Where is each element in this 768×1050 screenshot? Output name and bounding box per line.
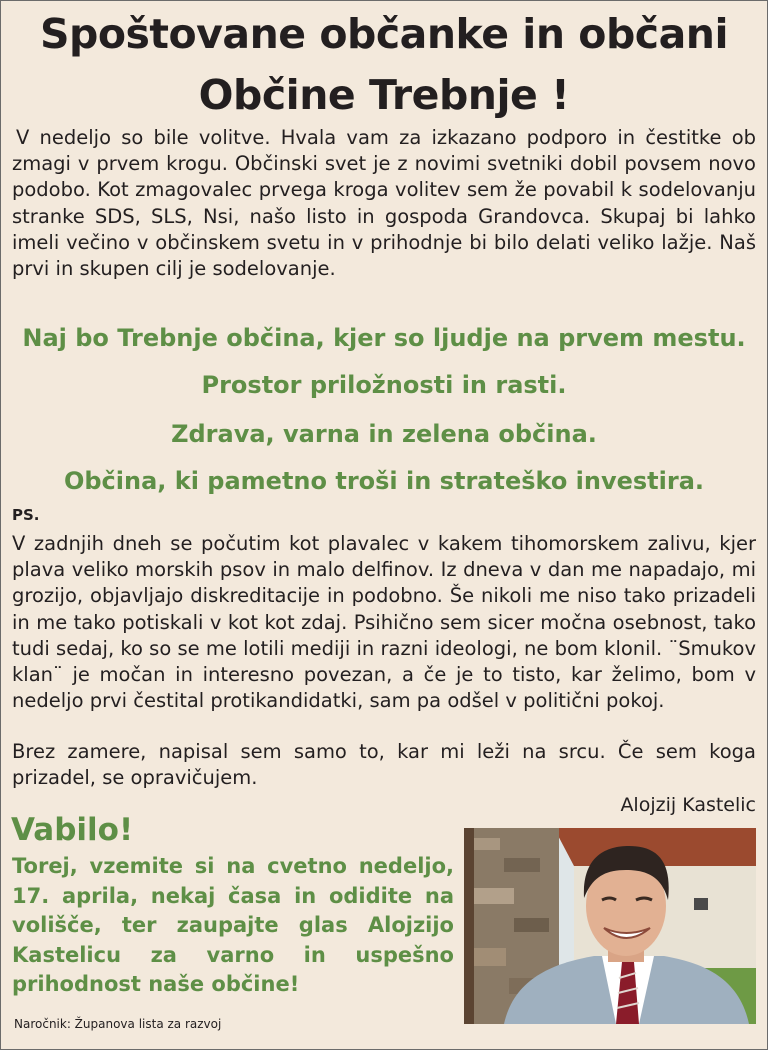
- ps-label: PS.: [12, 506, 40, 524]
- sponsor-note: Naročnik: Županova lista za razvoj: [14, 1017, 222, 1031]
- candidate-portrait-illustration: [464, 828, 756, 1024]
- slogan-2: Prostor priložnosti in rasti.: [201, 371, 567, 399]
- slogan-3: Zdrava, varna in zelena občina.: [171, 420, 597, 448]
- signature: Alojzij Kastelic: [620, 794, 756, 816]
- ps-paragraph-2: Brez zamere, napisal sem samo to, kar mi leži na srcu. Če sem koga prizadel, se opravičujem.: [12, 740, 756, 790]
- invitation-text: Torej, vzemite si na cvetno nedeljo, 17. aprila, nekaj časa in odidite na volišče, ter zaupajte glas Alojzijo Kastelicu za varno in uspešno prihodnost naše občine!: [12, 854, 454, 996]
- slogan-1: Naj bo Trebnje občina, kjer so ljudje na prvem mestu.: [22, 324, 746, 352]
- ps-paragraph-1: V zadnjih dneh se počutim kot plavalec v kakem tihomorskem zalivu, kjer plava veliko morskih psov in malo delfinov. Iz dneva v dan me napadajo, mi grozijo, objavljajo diskreditacije in podobno. Še nikoli me niso tako prizadeli in me tako potiskali v kot kot zdaj. Psihično sem sicer močna osebnost, tako tudi sedaj, ko so se me lotili mediji in razni ideologi, ne bom klonil. ¨Smukov klan¨ je močan in interesno povezan, a če je to tisto, kar želimo, bom v nedeljo prvi čestital protikandidatki, sam pa odšel v politični pokoj.: [12, 532, 756, 713]
- invitation-heading: Vabilo!: [11, 812, 134, 848]
- slogan-4: Občina, ki pametno troši in strateško investira.: [63, 467, 705, 495]
- page-title-line-1: Spoštovane občanke in občani: [39, 10, 729, 58]
- page-title-line-2: Občine Trebnje !: [198, 71, 570, 119]
- candidate-photo: [464, 828, 756, 1024]
- intro-paragraph: V nedeljo so bile volitve. Hvala vam za izkazano podporo in čestitke ob zmagi v prvem krogu. Občinski svet je z novimi svetniki dobil povsem novo podobo. Kot zmagovalec prvega kroga volitev sem že povabil k sodelovanju stranke SDS, SLS, Nsi, našo listo in gospoda Grandovca. Skupaj bi lahko imeli večino v občinskem svetu in v prihodnje bi bilo delati veliko lažje. Naš prvi in skupen cilj je sodelovanje.: [12, 126, 756, 281]
